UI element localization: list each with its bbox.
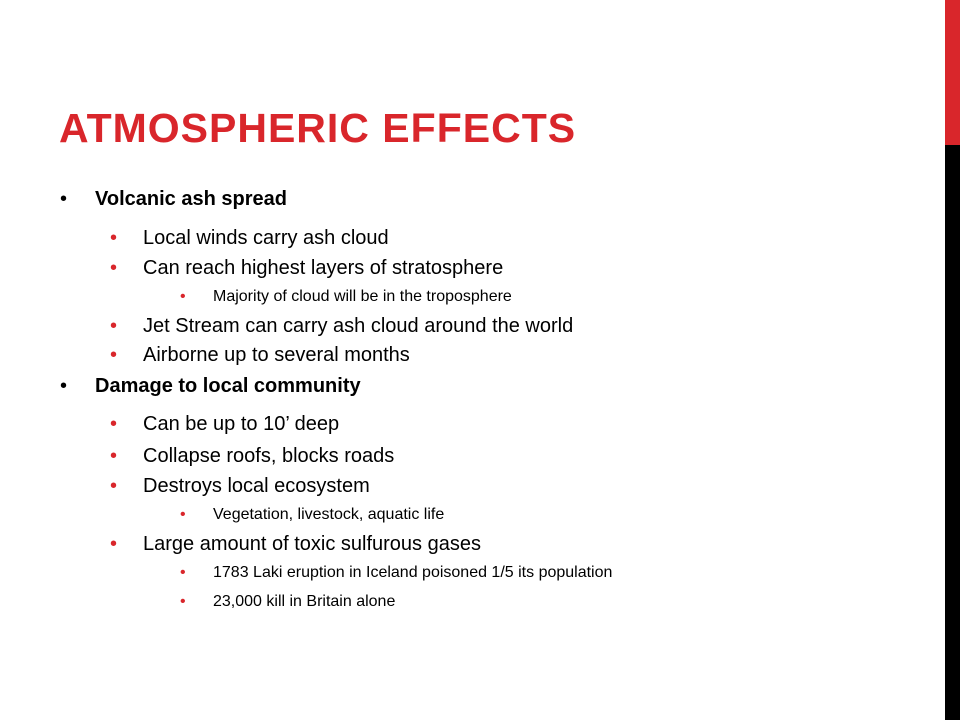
bullet-dot: •: [110, 344, 118, 366]
bullet-dot: •: [180, 593, 186, 610]
list-item-label: Collapse roofs, blocks roads: [143, 445, 395, 467]
sub-list-item-label: Majority of cloud will be in the troposphere: [213, 288, 512, 305]
bullet-dot: •: [110, 227, 118, 249]
bullet-dot: •: [180, 506, 186, 523]
bullet-dot: •: [110, 413, 118, 435]
list-item-label: Can be up to 10’ deep: [143, 413, 340, 435]
slide-title: ATMOSPHERIC EFFECTS: [59, 105, 577, 151]
list-item-label: Destroys local ecosystem: [143, 475, 370, 497]
bullet-dot: •: [60, 375, 68, 397]
section-heading-label: Damage to local community: [95, 375, 361, 397]
list-item-label: Jet Stream can carry ash cloud around the world: [143, 315, 574, 337]
bullet-dot: •: [180, 564, 186, 581]
sub-list-item-label: 1783 Laki eruption in Iceland poisoned 1/5 its population: [213, 564, 613, 581]
bullet-dot: •: [60, 188, 68, 210]
bullet-dot: •: [110, 475, 118, 497]
sub-list-item-label: 23,000 kill in Britain alone: [213, 593, 396, 610]
bullet-dot: •: [110, 445, 118, 467]
bullet-dot: •: [110, 315, 118, 337]
list-item-label: Large amount of toxic sulfurous gases: [143, 533, 481, 555]
list-item-label: Can reach highest layers of stratosphere: [143, 257, 504, 279]
sub-list-item-label: Vegetation, livestock, aquatic life: [213, 506, 445, 523]
list-item-label: Airborne up to several months: [143, 344, 410, 366]
section-heading-label: Volcanic ash spread: [95, 188, 287, 210]
list-item-label: Local winds carry ash cloud: [143, 227, 389, 249]
sidebar-accent-black: [945, 145, 960, 720]
bullet-dot: •: [110, 257, 118, 279]
bullet-dot: •: [110, 533, 118, 555]
sidebar-accent-red: [945, 0, 960, 145]
bullet-dot: •: [180, 288, 186, 305]
